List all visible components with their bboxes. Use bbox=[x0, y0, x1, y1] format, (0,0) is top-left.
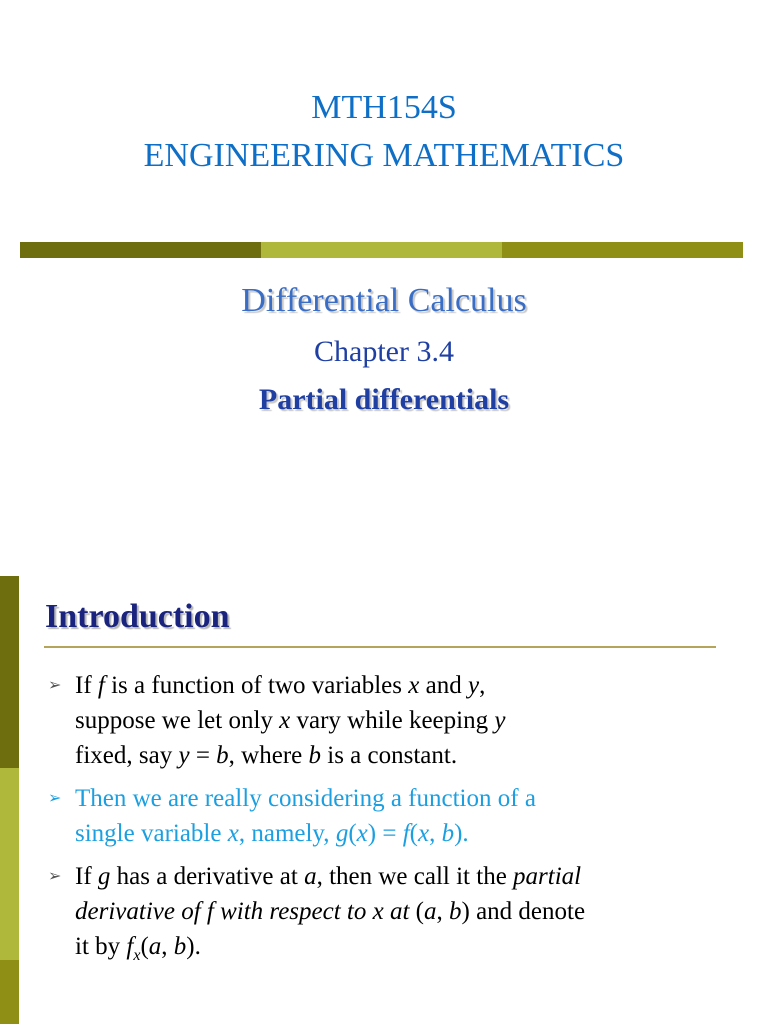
math-var: y bbox=[467, 672, 480, 699]
math-var: b bbox=[441, 820, 455, 847]
math-var: x bbox=[279, 707, 291, 734]
subject-title: Differential Calculus bbox=[241, 282, 527, 319]
math-var: b bbox=[216, 742, 229, 769]
text: ( bbox=[140, 933, 149, 960]
text: , bbox=[479, 672, 486, 699]
side-bar-top bbox=[0, 576, 19, 768]
text: , namely, bbox=[238, 820, 336, 847]
text: it by bbox=[75, 933, 127, 960]
chapter-label: Chapter 3.4 bbox=[314, 335, 454, 368]
bullet-item-1 bbox=[48, 668, 738, 773]
math-var: a bbox=[148, 933, 162, 960]
text: is a constant. bbox=[321, 742, 458, 769]
text: , bbox=[161, 933, 174, 960]
introduction-heading: Introduction bbox=[45, 598, 230, 635]
text: ). bbox=[186, 933, 201, 960]
math-var: a bbox=[424, 898, 437, 925]
math-var: g bbox=[335, 820, 349, 847]
arrow-bullet-icon: ➢ bbox=[48, 677, 62, 694]
heading-rule bbox=[44, 646, 716, 648]
bullet-item-3 bbox=[48, 859, 738, 964]
text: , bbox=[436, 898, 449, 925]
math-var: b bbox=[173, 933, 187, 960]
italic-text: partial bbox=[513, 863, 582, 890]
math-var: y bbox=[494, 707, 506, 734]
text: vary while keeping bbox=[290, 707, 495, 734]
math-var: g bbox=[97, 863, 111, 890]
text: single variable bbox=[75, 820, 228, 847]
bullet-list bbox=[48, 668, 738, 972]
math-var: b bbox=[308, 742, 321, 769]
text: ( bbox=[348, 820, 357, 847]
text: fixed, say bbox=[75, 742, 179, 769]
arrow-bullet-icon: ➢ bbox=[48, 790, 62, 807]
text: ( bbox=[409, 898, 424, 925]
text: ) = bbox=[367, 820, 403, 847]
text: , bbox=[429, 820, 442, 847]
divider-bar-right bbox=[502, 242, 743, 258]
math-subscript: x bbox=[133, 947, 141, 964]
text: If bbox=[75, 863, 98, 890]
text: = bbox=[189, 742, 217, 769]
arrow-bullet-icon: ➢ bbox=[48, 868, 62, 885]
bullet-item-2 bbox=[48, 781, 738, 851]
topic-title: Partial differentials bbox=[258, 383, 510, 416]
math-var: f bbox=[97, 672, 105, 699]
side-bar-middle bbox=[0, 768, 19, 960]
math-var: x bbox=[227, 820, 239, 847]
divider-bar-left bbox=[20, 242, 261, 258]
text: , then we call it the bbox=[316, 863, 514, 890]
text: and bbox=[419, 672, 468, 699]
text: has a derivative at bbox=[110, 863, 305, 890]
text: Then we are really considering a function of a bbox=[75, 785, 536, 812]
text: ) and denote bbox=[461, 898, 586, 925]
math-var: f bbox=[126, 933, 134, 960]
text: is a function of two variables bbox=[104, 672, 409, 699]
text: If bbox=[75, 672, 98, 699]
text: suppose we let only bbox=[75, 707, 280, 734]
math-var: a bbox=[304, 863, 317, 890]
introduction-slide bbox=[0, 576, 768, 1024]
text: ). bbox=[454, 820, 469, 847]
math-var: y bbox=[178, 742, 190, 769]
divider-bar-middle bbox=[261, 242, 502, 258]
course-name: ENGINEERING MATHEMATICS bbox=[143, 137, 625, 174]
text: , where bbox=[228, 742, 309, 769]
course-code: MTH154S bbox=[311, 89, 457, 126]
math-var: x bbox=[408, 672, 420, 699]
math-var: x bbox=[356, 820, 368, 847]
math-var: b bbox=[449, 898, 462, 925]
side-bar-bottom bbox=[0, 960, 19, 1024]
italic-text: derivative of f with respect to x at bbox=[75, 898, 410, 925]
math-var: x bbox=[417, 820, 430, 847]
math-var: f bbox=[402, 820, 410, 847]
text: ( bbox=[409, 820, 418, 847]
